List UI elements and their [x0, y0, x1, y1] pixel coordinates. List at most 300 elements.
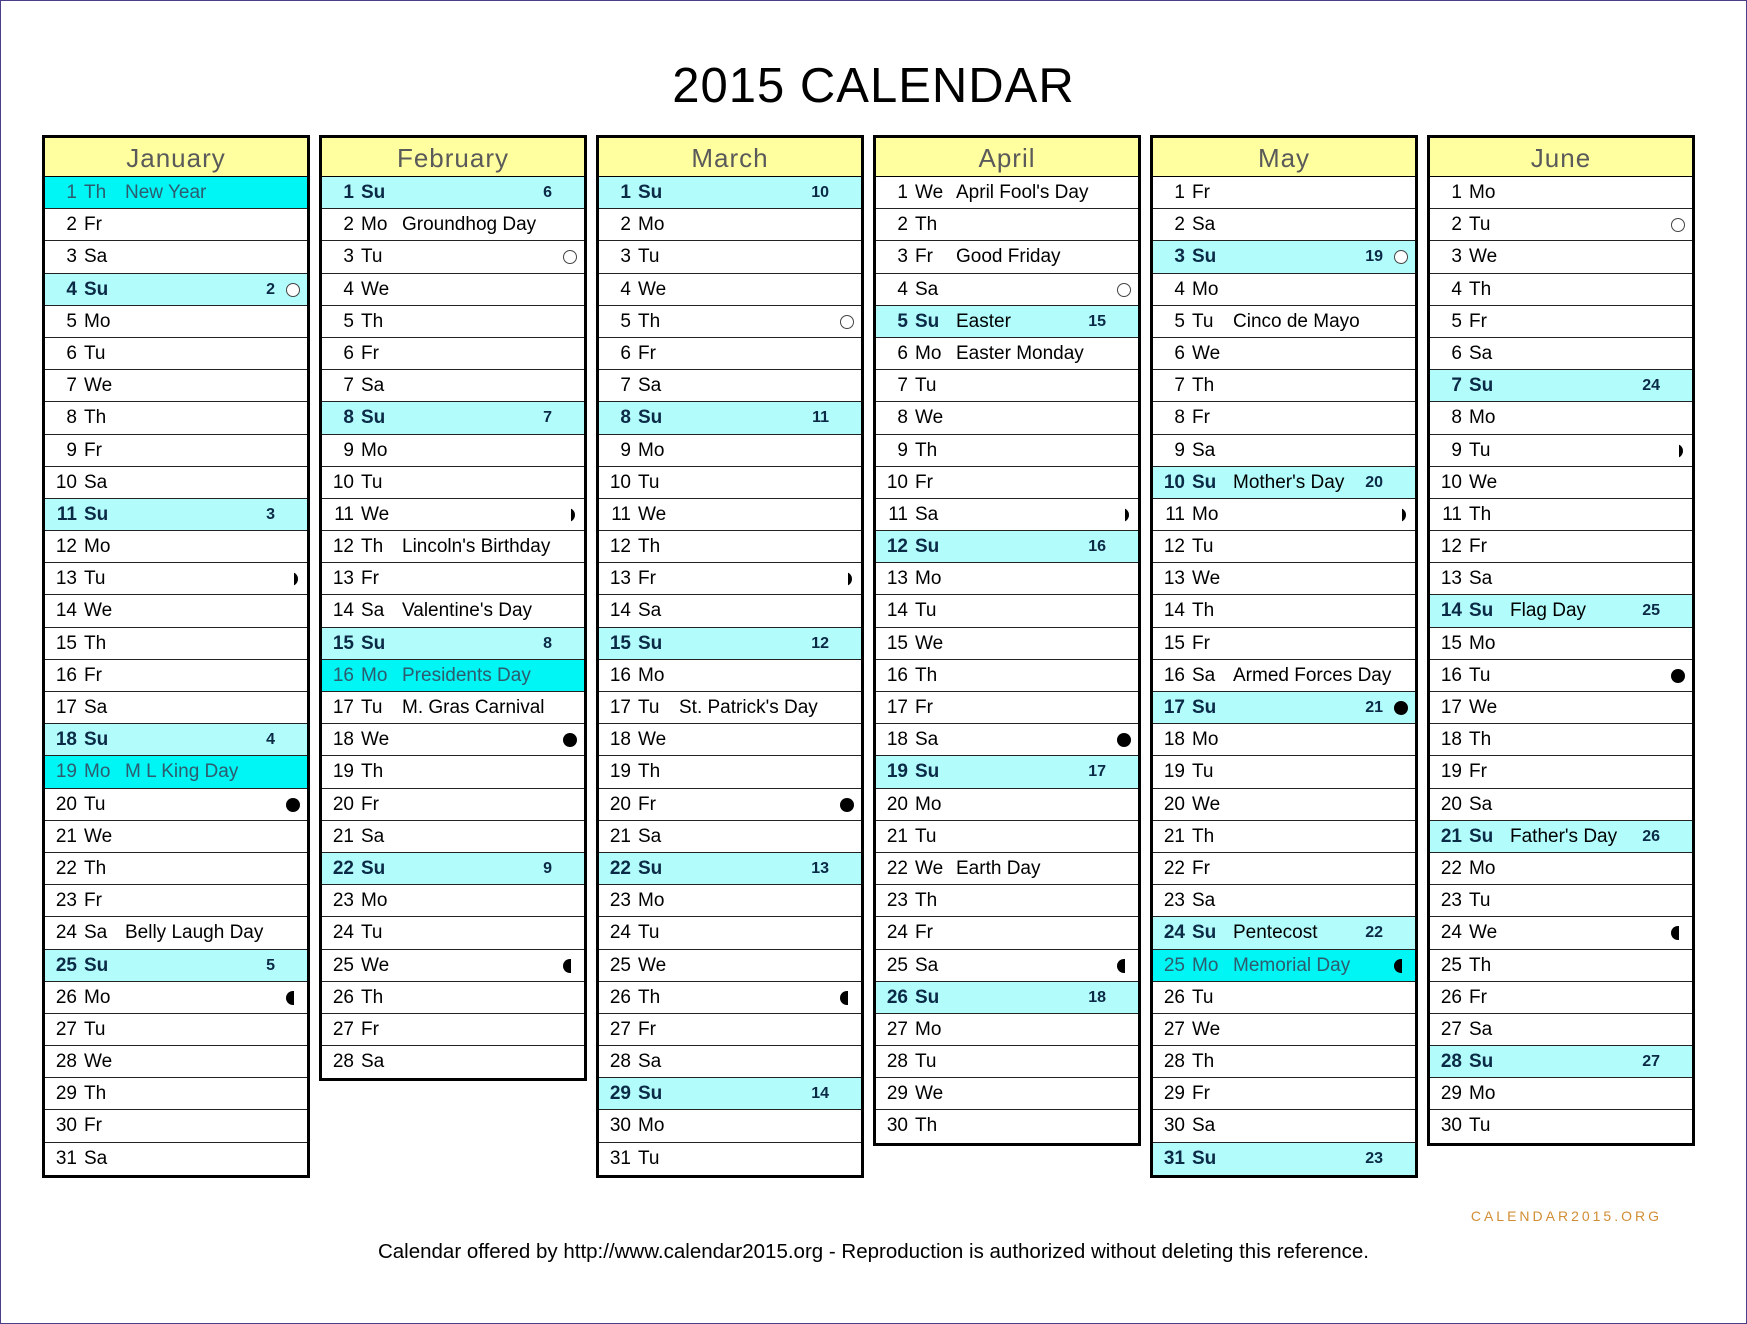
- day-number: 14: [886, 600, 908, 622]
- weekday: Th: [84, 407, 107, 429]
- weekday: Tu: [1469, 1115, 1491, 1137]
- weekday: We: [915, 632, 944, 654]
- month-june: [1427, 135, 1695, 1146]
- day-number: 4: [1174, 278, 1185, 300]
- weekday: Mo: [84, 310, 111, 332]
- day-number: 9: [343, 439, 354, 461]
- day-row: [599, 982, 861, 1014]
- day-number: 22: [332, 857, 354, 879]
- weekday: Tu: [84, 568, 106, 590]
- holiday-name: Belly Laugh Day: [125, 922, 264, 944]
- holiday-name: Armed Forces Day: [1233, 664, 1392, 686]
- holiday-name: Valentine's Day: [402, 600, 533, 622]
- weekday: Tu: [638, 922, 660, 944]
- day-number: 22: [55, 857, 77, 879]
- weekday: Sa: [915, 278, 939, 300]
- day-row: [45, 531, 307, 563]
- weekday: Sa: [638, 600, 662, 622]
- day-number: 9: [1174, 439, 1185, 461]
- day-number: 1: [1174, 182, 1185, 203]
- weekday: Tu: [915, 1051, 937, 1073]
- week-number: 25: [1642, 602, 1660, 620]
- moon-full-icon: [1671, 669, 1685, 683]
- day-number: 28: [609, 1051, 631, 1073]
- day-number: 11: [334, 503, 354, 525]
- weekday: Su: [915, 310, 940, 332]
- weekday: Sa: [638, 375, 662, 397]
- weekday: We: [1469, 246, 1498, 268]
- weekday: Th: [638, 310, 661, 332]
- day-row: [1430, 274, 1692, 306]
- day-number: 2: [897, 214, 908, 236]
- weekday: Fr: [638, 568, 656, 590]
- day-number: 28: [886, 1051, 908, 1073]
- weekday: Sa: [84, 697, 108, 718]
- day-row: [322, 950, 584, 982]
- day-row: [45, 756, 307, 788]
- day-number: 5: [343, 310, 354, 332]
- day-number: 19: [1163, 761, 1185, 783]
- day-number: 8: [1451, 407, 1462, 429]
- footer-text: Calendar offered by http://www.calendar2015.org - Reproduction is authorized without deleting this reference.: [377, 1240, 1370, 1263]
- day-number: 19: [55, 761, 77, 783]
- day-row: [322, 756, 584, 788]
- week-number: 13: [811, 859, 829, 877]
- day-number: 29: [1163, 1083, 1185, 1105]
- page-title: 2015 CALENDAR: [672, 59, 1075, 113]
- day-number: 11: [1165, 503, 1185, 525]
- day-number: 5: [1451, 310, 1462, 332]
- day-row: [876, 370, 1138, 402]
- weekday: Mo: [638, 1115, 665, 1137]
- moon-first-icon: [1121, 508, 1129, 522]
- month-january: [42, 135, 310, 1178]
- day-number: 19: [886, 761, 908, 783]
- day-number: 3: [1174, 246, 1185, 268]
- weekday: Mo: [1192, 278, 1219, 300]
- weekday: Su: [1192, 471, 1217, 493]
- day-row: [876, 1046, 1138, 1078]
- day-row: [876, 789, 1138, 821]
- day-number: 5: [620, 310, 631, 332]
- day-row: [1153, 274, 1415, 306]
- weekday: Su: [361, 407, 386, 429]
- weekday: Sa: [1192, 664, 1216, 686]
- credit-label: CALENDAR2015.ORG: [1470, 1208, 1662, 1224]
- day-row: [599, 595, 861, 627]
- day-number: 10: [609, 471, 631, 493]
- day-number: 5: [897, 310, 908, 332]
- weekday: We: [1192, 568, 1221, 590]
- weekday: Th: [361, 761, 384, 783]
- day-number: 30: [609, 1115, 631, 1137]
- day-row: [45, 499, 307, 531]
- weekday: Su: [1192, 246, 1217, 268]
- day-number: 14: [55, 600, 77, 622]
- day-row: [1430, 756, 1692, 788]
- weekday: Th: [915, 1115, 938, 1137]
- weekday: Fr: [915, 246, 933, 268]
- week-number: 20: [1365, 473, 1383, 491]
- day-row: [322, 1014, 584, 1046]
- day-number: 2: [620, 214, 631, 236]
- day-row: [322, 1046, 584, 1078]
- day-number: 9: [897, 439, 908, 461]
- day-row: [45, 338, 307, 370]
- week-number: 2: [266, 280, 275, 298]
- weekday: Mo: [361, 439, 388, 461]
- day-number: 12: [332, 536, 354, 558]
- day-number: 13: [1440, 568, 1462, 590]
- day-row: [599, 789, 861, 821]
- weekday: Su: [1469, 600, 1494, 622]
- weekday: Sa: [638, 1051, 662, 1073]
- day-number: 20: [609, 793, 631, 815]
- day-row: [876, 724, 1138, 756]
- weekday: Mo: [638, 664, 665, 686]
- day-row: [599, 660, 861, 692]
- day-row: [599, 1110, 861, 1142]
- weekday: Sa: [1469, 1018, 1493, 1040]
- weekday: Fr: [361, 793, 379, 815]
- day-number: 20: [55, 793, 77, 815]
- day-number: 19: [1440, 761, 1462, 783]
- day-number: 31: [55, 1147, 77, 1169]
- day-row: [599, 241, 861, 273]
- day-number: 27: [1440, 1018, 1462, 1040]
- holiday-name: Easter: [956, 310, 1011, 332]
- weekday: Tu: [638, 1147, 660, 1169]
- day-row: [45, 274, 307, 306]
- weekday: Mo: [915, 1018, 942, 1040]
- day-number: 26: [886, 986, 908, 1008]
- holiday-name: April Fool's Day: [956, 182, 1089, 203]
- week-number: 17: [1088, 763, 1106, 781]
- day-row: [599, 950, 861, 982]
- day-number: 5: [66, 310, 77, 332]
- day-number: 23: [1440, 890, 1462, 912]
- weekday: Tu: [1469, 664, 1491, 686]
- weekday: Th: [1469, 729, 1492, 751]
- weekday: We: [1469, 471, 1498, 493]
- day-row: [1430, 853, 1692, 885]
- day-number: 13: [886, 568, 908, 590]
- weekday: Sa: [1469, 568, 1493, 590]
- day-number: 15: [55, 632, 77, 654]
- day-row: [599, 724, 861, 756]
- day-number: 23: [332, 890, 354, 912]
- day-row: [1153, 241, 1415, 273]
- day-row: [876, 499, 1138, 531]
- day-number: 9: [66, 439, 77, 461]
- day-row: [322, 563, 584, 595]
- weekday: Sa: [1469, 342, 1493, 364]
- week-number: 7: [543, 409, 552, 427]
- day-number: 17: [886, 697, 908, 718]
- day-row: [45, 177, 307, 209]
- day-row: [1430, 209, 1692, 241]
- day-row: [322, 274, 584, 306]
- weekday: Su: [638, 857, 663, 879]
- day-number: 7: [1451, 375, 1462, 397]
- weekday: Mo: [638, 439, 665, 461]
- day-row: [45, 692, 307, 724]
- weekday: We: [915, 182, 944, 203]
- day-row: [876, 821, 1138, 853]
- day-row: [599, 499, 861, 531]
- day-number: 18: [609, 729, 631, 751]
- moon-first-icon: [1675, 444, 1683, 458]
- weekday: Th: [361, 310, 384, 332]
- moon-last-icon: [1117, 959, 1125, 973]
- weekday: Th: [84, 632, 107, 654]
- day-row: [322, 338, 584, 370]
- day-row: [1153, 209, 1415, 241]
- day-number: 30: [1440, 1115, 1462, 1137]
- day-row: [1153, 177, 1415, 209]
- day-row: [1430, 402, 1692, 434]
- weekday: Tu: [638, 471, 660, 493]
- weekday: Su: [84, 278, 109, 300]
- day-row: [599, 628, 861, 660]
- day-number: 4: [343, 278, 354, 300]
- weekday: Sa: [361, 1051, 385, 1073]
- month-header: May: [1153, 138, 1415, 177]
- day-number: 2: [66, 214, 77, 236]
- weekday: Fr: [1192, 632, 1210, 654]
- weekday: Su: [1469, 375, 1494, 397]
- day-number: 6: [66, 342, 77, 364]
- week-number: 27: [1642, 1053, 1660, 1071]
- moon-new-icon: [286, 283, 300, 297]
- day-row: [876, 595, 1138, 627]
- weekday: Tu: [361, 246, 383, 268]
- moon-last-icon: [840, 991, 848, 1005]
- weekday: Th: [1192, 825, 1215, 847]
- day-number: 23: [55, 890, 77, 912]
- weekday: Sa: [1192, 1115, 1216, 1137]
- day-number: 8: [620, 407, 631, 429]
- weekday: Su: [638, 407, 663, 429]
- day-number: 17: [609, 697, 631, 718]
- day-number: 22: [1440, 857, 1462, 879]
- weekday: We: [1469, 697, 1498, 718]
- weekday: Tu: [84, 793, 106, 815]
- weekday: Th: [1192, 1051, 1215, 1073]
- day-row: [1430, 950, 1692, 982]
- weekday: Mo: [84, 536, 111, 558]
- week-number: 22: [1365, 924, 1383, 942]
- weekday: Su: [1192, 697, 1217, 718]
- day-row: [1430, 595, 1692, 627]
- day-number: 6: [343, 342, 354, 364]
- day-row: [876, 338, 1138, 370]
- holiday-name: Good Friday: [956, 246, 1061, 268]
- weekday: Fr: [1469, 986, 1487, 1008]
- day-row: [45, 724, 307, 756]
- weekday: Fr: [361, 342, 379, 364]
- month-header: February: [322, 138, 584, 177]
- weekday: Th: [361, 536, 384, 558]
- day-number: 30: [55, 1115, 77, 1137]
- day-row: [1430, 499, 1692, 531]
- day-number: 3: [66, 246, 77, 268]
- day-row: [45, 209, 307, 241]
- weekday: Fr: [361, 1018, 379, 1040]
- moon-full-icon: [286, 798, 300, 812]
- moon-last-icon: [286, 991, 294, 1005]
- day-number: 1: [897, 182, 908, 203]
- day-number: 8: [343, 407, 354, 429]
- weekday: We: [1469, 922, 1498, 944]
- weekday: We: [638, 729, 667, 751]
- day-number: 22: [1163, 857, 1185, 879]
- day-number: 29: [55, 1083, 77, 1105]
- weekday: Th: [638, 536, 661, 558]
- day-number: 10: [55, 471, 77, 493]
- day-row: [599, 338, 861, 370]
- day-row: [322, 853, 584, 885]
- weekday: Th: [915, 890, 938, 912]
- day-number: 23: [1163, 890, 1185, 912]
- day-row: [1430, 1110, 1692, 1142]
- day-row: [322, 692, 584, 724]
- day-row: [876, 241, 1138, 273]
- month-february: [319, 135, 587, 1081]
- day-number: 15: [886, 632, 908, 654]
- weekday: Tu: [1192, 310, 1214, 332]
- weekday: Su: [1192, 1147, 1217, 1169]
- weekday: Mo: [84, 761, 111, 783]
- day-number: 7: [897, 375, 908, 397]
- weekday: Sa: [84, 922, 108, 944]
- week-number: 19: [1365, 248, 1383, 266]
- weekday: We: [84, 1051, 113, 1073]
- day-row: [876, 885, 1138, 917]
- day-row: [1153, 595, 1415, 627]
- day-row: [1430, 821, 1692, 853]
- month-header: June: [1430, 138, 1692, 177]
- day-number: 9: [620, 439, 631, 461]
- day-row: [876, 402, 1138, 434]
- weekday: Th: [915, 664, 938, 686]
- day-number: 28: [332, 1051, 354, 1073]
- weekday: Sa: [84, 471, 108, 493]
- day-number: 27: [1163, 1018, 1185, 1040]
- day-row: [876, 950, 1138, 982]
- day-number: 26: [55, 986, 77, 1008]
- holiday-name: Presidents Day: [402, 664, 531, 686]
- day-number: 18: [886, 729, 908, 751]
- day-row: [1430, 241, 1692, 273]
- day-row: [322, 435, 584, 467]
- day-row: [876, 531, 1138, 563]
- day-number: 16: [55, 664, 77, 686]
- day-number: 7: [66, 375, 77, 397]
- day-row: [322, 209, 584, 241]
- weekday: Fr: [361, 568, 379, 590]
- day-row: [599, 274, 861, 306]
- weekday: Fr: [84, 664, 102, 686]
- weekday: Tu: [638, 246, 660, 268]
- day-number: 11: [56, 503, 77, 525]
- weekday: Tu: [1469, 890, 1491, 912]
- day-number: 24: [609, 922, 631, 944]
- holiday-name: Easter Monday: [956, 342, 1084, 364]
- weekday: Tu: [915, 375, 937, 397]
- weekday: Su: [84, 729, 109, 751]
- day-number: 12: [55, 536, 77, 558]
- day-number: 24: [1163, 922, 1185, 944]
- day-row: [45, 435, 307, 467]
- day-number: 1: [620, 182, 631, 203]
- day-number: 14: [1440, 600, 1462, 622]
- day-number: 24: [886, 922, 908, 944]
- holiday-name: Pentecost: [1233, 922, 1318, 944]
- day-number: 30: [1163, 1115, 1185, 1137]
- weekday: Fr: [84, 890, 102, 912]
- holiday-name: St. Patrick's Day: [679, 697, 818, 718]
- day-row: [1153, 821, 1415, 853]
- day-number: 6: [897, 342, 908, 364]
- holiday-name: Memorial Day: [1233, 954, 1351, 976]
- day-number: 4: [897, 278, 908, 300]
- week-number: 3: [266, 505, 275, 523]
- day-number: 26: [332, 986, 354, 1008]
- weekday: Su: [638, 632, 663, 654]
- day-number: 14: [332, 600, 354, 622]
- weekday: Su: [1192, 922, 1217, 944]
- weekday: Su: [361, 182, 386, 203]
- weekday: Th: [1469, 954, 1492, 976]
- day-number: 21: [609, 825, 631, 847]
- moon-full-icon: [1117, 733, 1131, 747]
- day-number: 18: [1163, 729, 1185, 751]
- day-row: [599, 853, 861, 885]
- holiday-name: Lincoln's Birthday: [402, 536, 551, 558]
- day-row: [876, 467, 1138, 499]
- weekday: Su: [915, 986, 940, 1008]
- day-number: 12: [886, 536, 908, 558]
- day-row: [1430, 660, 1692, 692]
- weekday: Th: [915, 439, 938, 461]
- moon-first-icon: [290, 572, 298, 586]
- weekday: Mo: [1469, 857, 1496, 879]
- day-row: [599, 306, 861, 338]
- weekday: We: [1192, 342, 1221, 364]
- day-row: [322, 660, 584, 692]
- day-number: 16: [609, 664, 631, 686]
- weekday: Fr: [1192, 182, 1210, 203]
- day-number: 25: [886, 954, 908, 976]
- day-number: 24: [1440, 922, 1462, 944]
- day-number: 20: [886, 793, 908, 815]
- weekday: We: [361, 503, 390, 525]
- day-row: [45, 306, 307, 338]
- day-row: [1430, 467, 1692, 499]
- day-row: [45, 1110, 307, 1142]
- weekday: Mo: [915, 568, 942, 590]
- day-row: [599, 435, 861, 467]
- day-row: [45, 241, 307, 273]
- weekday: We: [84, 825, 113, 847]
- day-number: 13: [332, 568, 354, 590]
- day-row: [1430, 982, 1692, 1014]
- day-number: 8: [897, 407, 908, 429]
- weekday: Fr: [84, 214, 102, 236]
- day-number: 20: [332, 793, 354, 815]
- day-row: [322, 724, 584, 756]
